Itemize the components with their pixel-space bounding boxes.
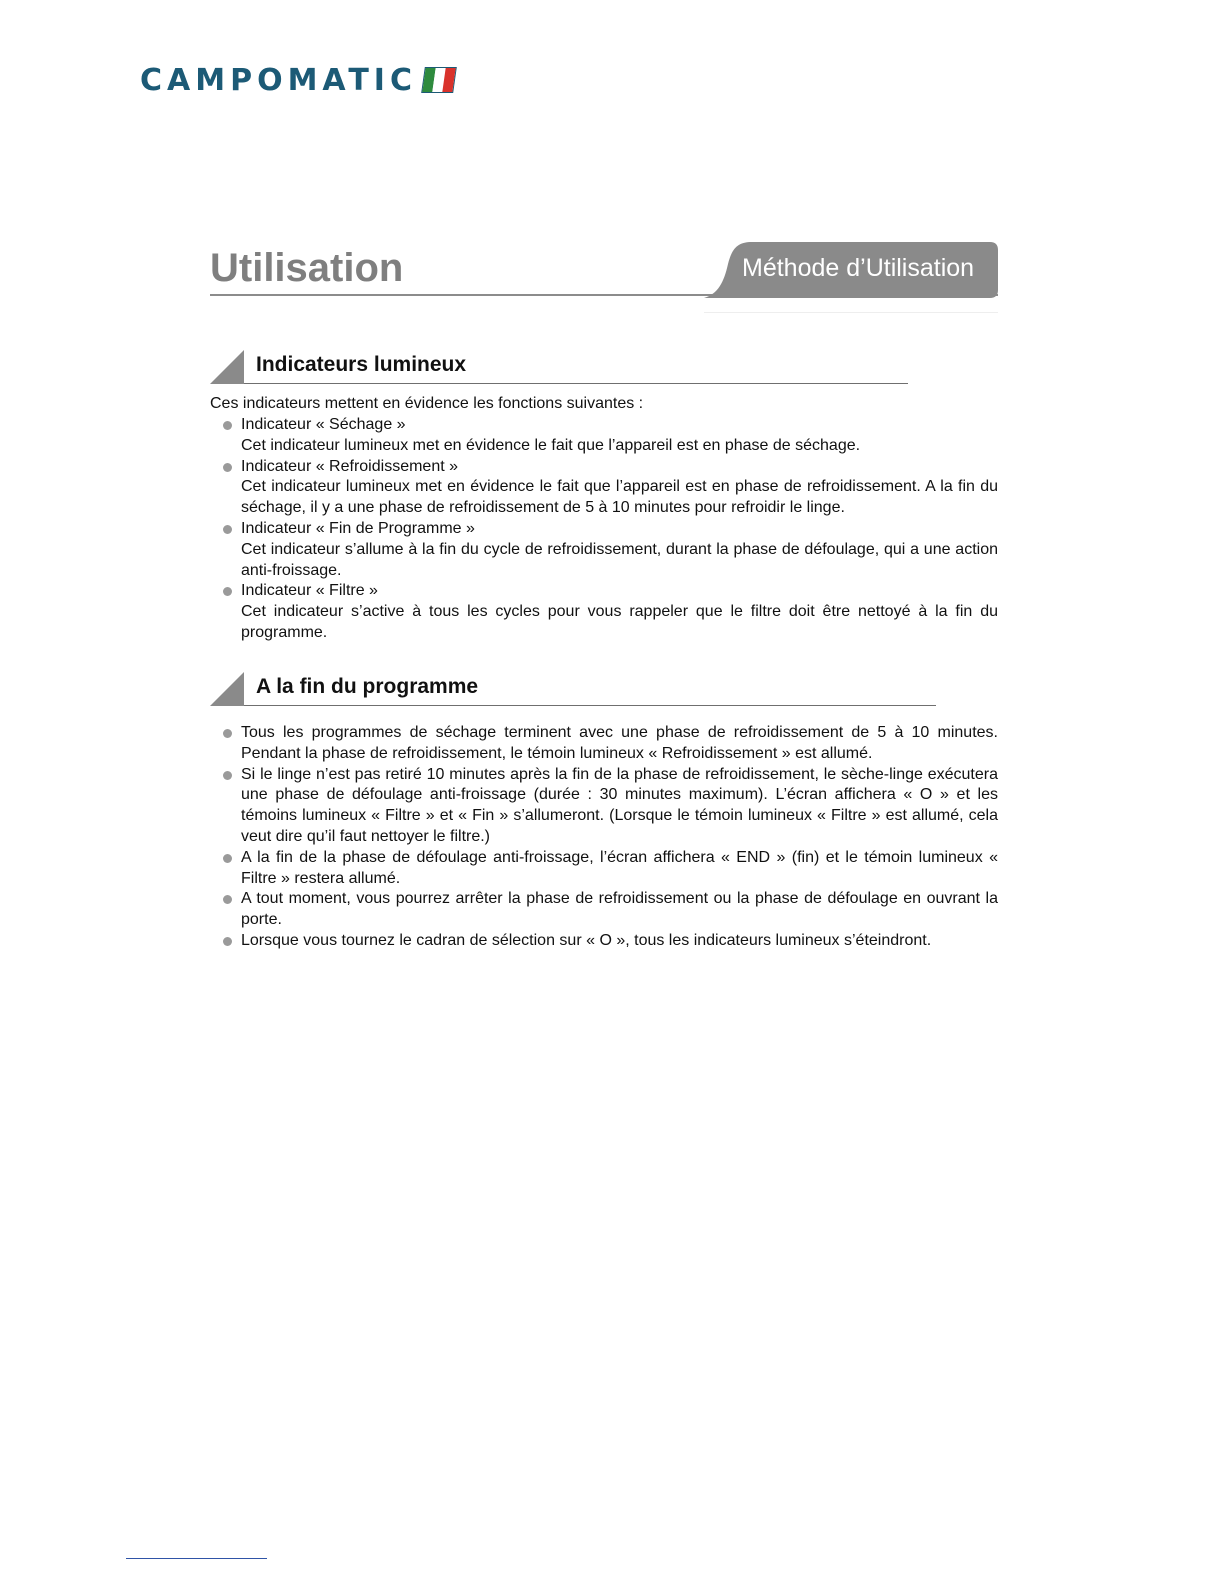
bullet-icon (223, 587, 232, 596)
flag-red-stripe (442, 68, 455, 92)
section-heading-fin-programme (210, 672, 936, 706)
campomatic-logo (140, 60, 455, 100)
item-body: Cet indicateur lumineux met en évidence le fait que l’appareil est en phase de refroidissement. A la fin du séchage, il y a une phase de refroidissement de 5 à 10 minutes pour refroidir le linge. (241, 478, 998, 517)
bullet-icon (223, 854, 232, 863)
list-item (222, 889, 998, 931)
bullet-icon (223, 421, 232, 430)
footnote-rule (126, 1558, 267, 1559)
item-title: Indicateur « Fin de Programme » (241, 519, 475, 537)
list-item (222, 581, 998, 643)
intro-text: Ces indicateurs mettent en évidence les fonctions suivantes : (210, 395, 644, 412)
list-item (222, 415, 998, 457)
bullet-icon (223, 729, 232, 738)
list-item (222, 931, 998, 952)
item-text: Tous les programmes de séchage terminent avec une phase de refroidissement de 5 à 10 minutes. Pendant la phase de refroidissement, le témoin lumineux « Refroidissement » est allumé. (241, 724, 998, 762)
item-title: Indicateur « Filtre » (241, 582, 378, 600)
list-item (222, 848, 998, 890)
item-body: Cet indicateur lumineux met en évidence le fait que l’appareil est en phase de séchage. (241, 436, 861, 454)
section-heading-indicateurs (210, 350, 908, 384)
list-item (222, 765, 998, 848)
heading-rule (244, 705, 936, 706)
section-heading-text: A la fin du programme (256, 675, 479, 698)
page-title: Utilisation (210, 246, 404, 290)
triangle-marker-icon (210, 350, 244, 384)
italian-flag-icon (421, 67, 457, 93)
section-tab-label: Méthode d’Utilisation (742, 254, 975, 282)
triangle-marker-icon (210, 672, 244, 706)
bullet-icon (223, 463, 232, 472)
indicator-list (222, 415, 998, 644)
list-item (222, 519, 998, 581)
logo-text: CAMPOMATIC (140, 62, 417, 98)
list-item (222, 723, 998, 765)
bullet-icon (223, 937, 232, 946)
item-title: Indicateur « Refroidissement » (241, 457, 458, 475)
item-text: Lorsque vous tournez le cadran de sélection sur « O », tous les indicateurs lumineux s’éteindront. (241, 931, 932, 949)
heading-rule (244, 383, 908, 384)
list-item (222, 457, 998, 519)
item-body: Cet indicateur s’active à tous les cycles pour vous rappeler que le filtre doit être nettoyé à la fin du programme. (241, 603, 998, 641)
item-text: A la fin de la phase de défoulage anti-froissage, l’écran affichera « END » (fin) et le témoin lumineux « Filtre » restera allumé. (241, 848, 998, 887)
item-text: A tout moment, vous pourrez arrêter la phase de refroidissement ou la phase de défoulage en ouvrant la porte. (241, 890, 998, 929)
bullet-icon (223, 525, 232, 534)
section-tab (704, 242, 998, 298)
tab-shadow-line (704, 312, 998, 313)
item-text: Si le linge n’est pas retiré 10 minutes après la fin de la phase de refroidissement, le sèche-linge exécutera une phase de défoulage anti-froissage (durée : 30 minutes maximum). L’écran affichera « O » et les témoins lumineux « Filtre » et « Fin » s’allumeront. (Lorsque le témoin lumineux « Filtre » est allumé, cela veut dire qu’il faut nettoyer le filtre.) (241, 765, 998, 845)
item-title: Indicateur « Séchage » (241, 416, 406, 433)
item-body: Cet indicateur s’allume à la fin du cycle de refroidissement, durant la phase de défoulage, qui a une action anti-froissage. (241, 540, 998, 579)
bullet-icon (223, 895, 232, 904)
section-heading-text: Indicateurs lumineux (256, 353, 467, 376)
bullet-icon (223, 771, 232, 780)
end-of-program-list (222, 723, 998, 952)
